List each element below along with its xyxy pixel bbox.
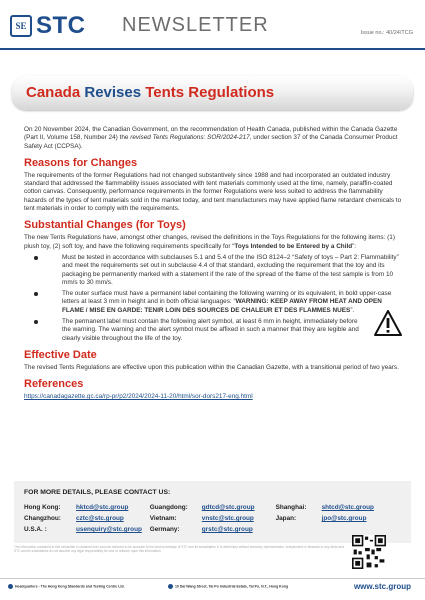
intro-text-b: , under section 37 of the Canada Consumer Product Safety Act (CCPSA).	[24, 134, 398, 150]
bullet-text-3: The permanent label must contain the following alert symbol, at least 6 mm in height, immediately before the warning. The warning and the alert symbol must be affixed in such a manner that they are legible and clearly visible throughout the life of the toy.	[62, 318, 359, 342]
footer-hq-text: Headquarters - The Hong Kong Standards and Testing Centre Ltd.	[15, 584, 125, 589]
header	[0, 0, 425, 46]
contact-label: Changzhou:	[24, 515, 61, 522]
location-icon	[168, 584, 173, 589]
bullet-dot	[34, 256, 38, 260]
title-word-3: Tents Regulations	[141, 84, 275, 101]
contact-label: Hong Kong:	[24, 504, 61, 511]
intro-text-a: On 20 November 2024, the Canadian Government, on the recommendation of Health Canada, published within the Canada Gazette (Part II, Volume 158, Number 24) the	[24, 126, 398, 142]
reasons-paragraph: The requirements of the former Regulations had not changed substantively since 1988 and had incorporated an outdated industry standard that addressed the flammability issues associated with tent materials commonly used at the time, namely, paraffin-coated cotton canvas. Consequently, performance requirements in the former Regulations were less suited to address the flammability hazards of the types of tent materials sold in the market today, and tent manufacturers may have applied flame retardant chemicals to tent materials in order to comply with the requirements.	[24, 171, 402, 213]
title-word-2: Revises	[84, 84, 142, 101]
substantial-bold: Toys Intended to be Entered by a Child	[234, 242, 353, 250]
article-body	[24, 126, 402, 405]
contact-label: Vietnam:	[149, 515, 177, 522]
bullet-dot	[34, 320, 38, 324]
contact-box	[14, 481, 411, 543]
substantial-text-a: The new Tents Regulations have, amongst other changes, revised the definitions in the Toys Regulations for the following items: (1) plush toy, (2) soft toy, and have the following requirements specifically for “	[24, 234, 395, 250]
intro-italic: revised Tents Regulations: SOR/2024-217	[130, 134, 250, 142]
page-title	[26, 84, 274, 101]
contact-email-link[interactable]: shtcd@stc.group	[321, 504, 374, 511]
footer	[0, 580, 425, 600]
contact-title: FOR MORE DETAILS, PLEASE CONTACT US:	[24, 489, 171, 496]
contact-email-link[interactable]: cztc@stc.group	[76, 515, 124, 522]
bullet-text-2a: The outer surface must have a permanent label containing the following warning or its equivalent, in bold upper-case letters at least 3 mm in height and in both official languages: “	[62, 290, 392, 306]
warning-triangle-icon	[374, 310, 402, 336]
contact-label: Guangdong:	[149, 504, 188, 511]
references-heading: References	[24, 378, 84, 391]
contact-label: Germany:	[149, 526, 180, 533]
list-item	[24, 254, 402, 287]
contact-label: Japan:	[275, 515, 297, 522]
footer-address	[168, 584, 288, 589]
contact-email-link[interactable]: gdtcd@stc.group	[201, 504, 255, 511]
warning-row	[62, 318, 402, 343]
disclaimer: The information contained in this newsletter is obtained from sources believed to be accurate to the best knowledge of STC and its subsidiaries. It is distributed without warranty, representation, independent or financial or any kinds and STC and its subsidiaries do not assume any legal responsibility for loss or reliance upon this information.	[14, 545, 344, 553]
effective-heading: Effective Date	[24, 348, 97, 361]
contact-row	[24, 526, 274, 533]
reasons-heading: Reasons for Changes	[24, 156, 138, 169]
logo-text: STC	[36, 12, 86, 39]
footer-rule	[0, 578, 425, 579]
contact-row	[24, 504, 394, 511]
list-item	[24, 290, 402, 315]
substantial-heading: Substantial Changes (for Toys)	[24, 219, 186, 232]
requirements-list	[24, 254, 402, 343]
issue-number: Issue no.: 40/24/TCG	[360, 30, 413, 36]
intro-paragraph	[24, 126, 402, 151]
footer-address-text: 10 Dai Wang Street, Tai Po Industrial Estate, Tai Po, N.T., Hong Kong	[175, 584, 289, 589]
contact-label: U.S.A. :	[24, 526, 47, 533]
bullet-text-1: Must be tested in accordance with subclauses 5.1 and 5.4 of the the ISO 8124–2 “Safety of toys – Part 2: Flammability” and meet the requirements set out in subclause 4.4 of that standard, excluding the requirement that the toy and its packaging be permanently marked with a statement if the rate of the spread of the flame of the test sample is from 10 mm/s to 30 mm/s.	[62, 253, 399, 286]
footer-website-link[interactable]: www.stc.group	[353, 582, 411, 591]
newsletter-label: NEWSLETTER	[122, 14, 269, 36]
stc-logo	[10, 12, 86, 40]
logo-mark: SE	[10, 15, 32, 37]
effective-paragraph: The revised Tents Regulations are effective upon this publication within the Canadian Gazette, with a transitional period of two years.	[24, 363, 399, 371]
contact-email-link[interactable]: jpo@stc.group	[321, 515, 367, 522]
substantial-text-b: ”:	[352, 242, 357, 250]
contact-email-link[interactable]: vnstc@stc.group	[201, 515, 254, 522]
title-word-1: Canada	[26, 84, 85, 101]
contact-email-link[interactable]: usenquiry@stc.group	[76, 526, 142, 533]
building-icon	[8, 584, 13, 589]
reference-link[interactable]: https://canadagazette.gc.ca/rp-pr/p2/2024/2024-11-20/html/sor-dors217-eng.html	[24, 393, 253, 401]
contact-email-link[interactable]: grstc@stc.group	[201, 526, 253, 533]
qr-code[interactable]	[352, 535, 386, 569]
contact-email-link[interactable]: hktcd@stc.group	[76, 504, 129, 511]
footer-headquarters	[8, 584, 125, 589]
bullet-dot	[34, 292, 38, 296]
list-item	[24, 318, 402, 343]
contact-row	[24, 515, 394, 522]
substantial-paragraph	[24, 234, 402, 251]
header-rule	[0, 48, 425, 50]
bullet-text-2-bold: WARNING: KEEP AWAY FROM HEAT AND OPEN FLAME / MISE EN GARDE: TENIR LOIN DES SOURCES DE CHALEUR ET DES FLAMMES NUES	[62, 298, 382, 314]
bullet-text-2b: ”.	[350, 306, 355, 314]
title-banner	[12, 76, 413, 110]
contact-label: Shanghai:	[275, 504, 307, 511]
